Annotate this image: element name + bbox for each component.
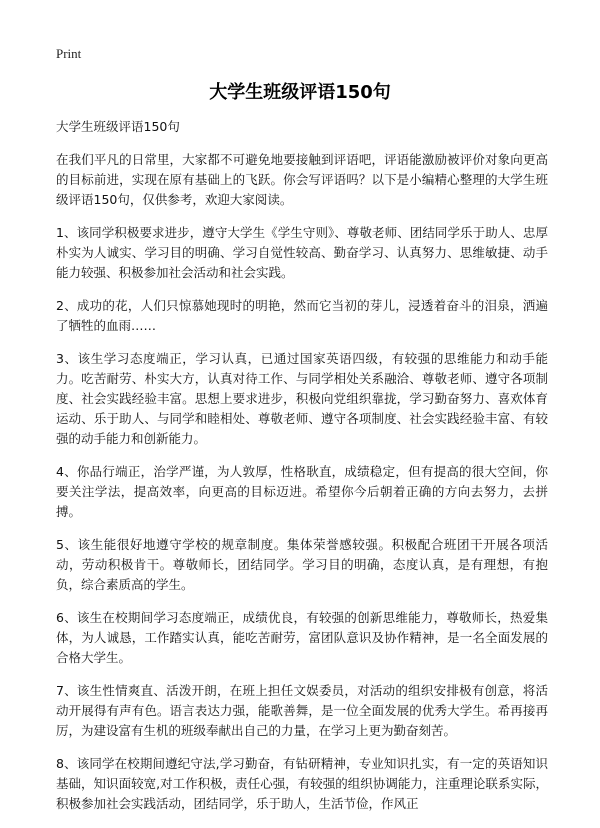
comment-paragraph: 2、成功的花，人们只惊慕她现时的明艳，然而它当初的芽儿，浸透着奋斗的泪泉，洒遍了牺牲的血雨…… [56,298,548,333]
comment-paragraph: 6、该生在校期间学习态度端正，成绩优良，有较强的创新思维能力，尊敬师长，热爱集体，为人诚恳，工作踏实认真，能吃苦耐劳，富团队意识及协作精神，是一名全面发展的合格大学生。 [56,610,548,665]
page-title: 大学生班级评语150句 [209,82,391,103]
comment-paragraph: 3、该生学习态度端正，学习认真，已通过国家英语四级，有较强的思维能力和动手能力。吃苦耐劳、朴实大方，认真对待工作、与同学相处关系融洽、尊敬老师、遵守各项制度、社会实践经验丰富。思想上要求进步，积极向党组织靠拢，学习勤奋努力、喜欢体育运动、乐于助人、与同学和睦相处、尊敬老师、遵守各项制度、社会实践经验丰富、有较强的动手能力和创新能力。 [56,351,548,446]
comment-paragraph: 8、该同学在校期间遵纪守法,学习勤奋，有钻研精神，专业知识扎实，有一定的英语知识基础，知识面较宽,对工作积极，责任心强，有较强的组织协调能力，注重理论联系实际，积极参加社会实践活动，团结同学，乐于助人，生活节俭，作风正 [56,756,548,811]
document-body [56,117,548,827]
comment-paragraph: 1、该同学积极要求进步，遵守大学生《学生守则》、尊敬老师、团结同学乐于助人、忠厚朴实为人诚实、学习目的明确、学习自觉性较高、勤奋学习、认真努力、思维敏捷、动手能力较强、积极参加社会活动和社会实践。 [56,225,548,280]
comment-paragraph: 5、该生能很好地遵守学校的规章制度。集体荣誉感较强。积极配合班团干开展各项活动，劳动积极肯干。尊敬师长，团结同学。学习目的明确，态度认真，是有理想，有抱负，综合素质高的学生。 [56,537,548,592]
intro-paragraph: 在我们平凡的日常里，大家都不可避免地要接触到评语吧，评语能激励被评价对象向更高的目标前进，实现在原有基础上的飞跃。你会写评语吗？以下是小编精心整理的大学生班级评语150句，仅供参考，欢迎大家阅读。 [56,152,548,207]
print-link[interactable]: Print [56,46,82,61]
comment-paragraph: 7、该生性情爽直、活泼开朗，在班上担任文娱委员，对活动的组织安排极有创意，将活动开展得有声有色。语言表达力强，能歌善舞，是一位全面发展的优秀大学生。希再接再厉，为建设富有生机的班级奉献出自己的力量，在学习上更为勤奋刻苦。 [56,683,548,738]
comment-paragraph: 4、你品行端正，治学严谨，为人敦厚，性格耿直，成绩稳定，但有提高的很大空间，你要关注学法，提高效率，向更高的目标迈进。希望你今后朝着正确的方向去努力，去拼搏。 [56,464,548,519]
document-subtitle: 大学生班级评语150句 [56,119,180,134]
